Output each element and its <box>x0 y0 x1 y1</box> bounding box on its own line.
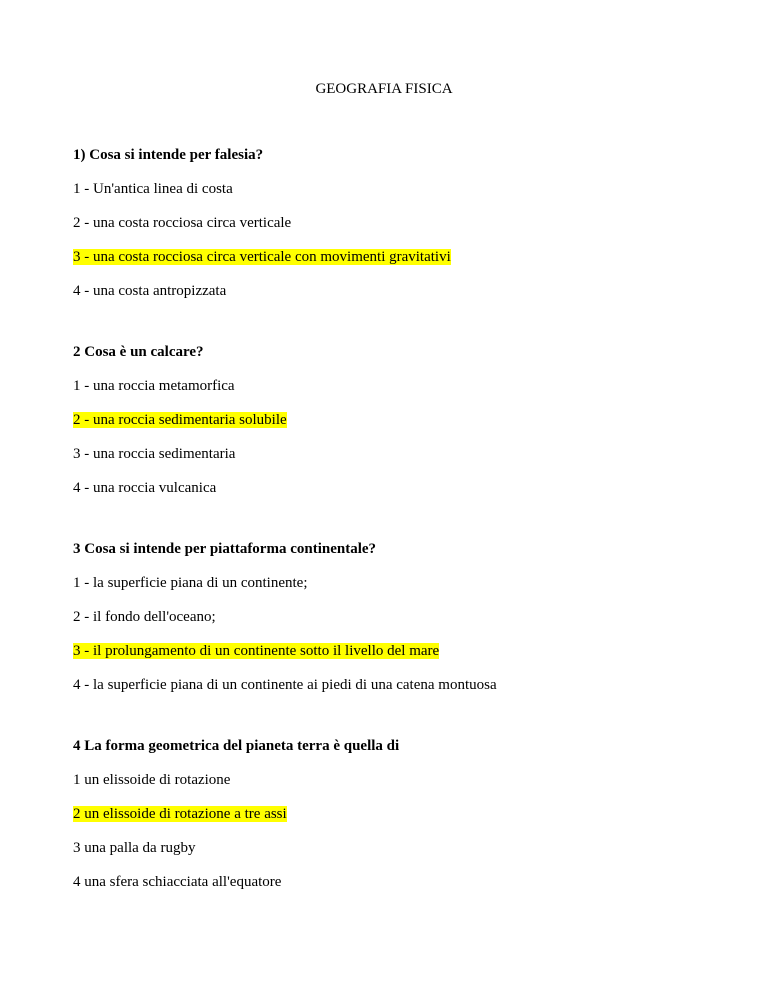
answer-2-2-correct <box>73 411 287 429</box>
question-2: 2 Cosa è un calcare? <box>73 344 204 360</box>
answer-text: 2 - una costa rocciosa circa verticale <box>73 215 292 231</box>
answer-2-3 <box>73 445 235 463</box>
answer-text: 4 - una roccia vulcanica <box>73 480 217 496</box>
answer-4-2-correct <box>73 805 287 823</box>
answer-text-highlighted: 2 - una roccia sedimentaria solubile <box>73 412 287 428</box>
answer-text-highlighted: 2 un elissoide di rotazione a tre assi <box>73 806 287 822</box>
answer-1-2 <box>73 214 291 232</box>
answer-text-highlighted: 3 - una costa rocciosa circa verticale con movimenti gravitativi <box>73 249 451 265</box>
answer-text: 1 un elissoide di rotazione <box>73 772 231 788</box>
answer-text: 2 - il fondo dell'oceano; <box>73 609 216 625</box>
answer-1-4 <box>73 282 226 300</box>
answer-3-3-correct <box>73 642 439 660</box>
answer-1-1 <box>73 180 233 198</box>
document-title: GEOGRAFIA FISICA <box>315 81 453 97</box>
answer-3-1 <box>73 574 308 592</box>
answer-text: 4 - la superficie piana di un continente ai piedi di una catena montuosa <box>73 677 497 693</box>
question-3: 3 Cosa si intende per piattaforma continentale? <box>73 541 377 557</box>
answer-3-2 <box>73 608 216 626</box>
answer-text: 1 - una roccia metamorfica <box>73 378 235 394</box>
answer-text: 1 - la superficie piana di un continente; <box>73 575 308 591</box>
answer-text: 1 - Un'antica linea di costa <box>73 181 233 197</box>
answer-text: 3 una palla da rugby <box>73 840 196 856</box>
answer-text: 4 una sfera schiacciata all'equatore <box>73 874 282 890</box>
answer-text: 3 - una roccia sedimentaria <box>73 446 236 462</box>
answer-2-1 <box>73 377 235 395</box>
answer-4-1 <box>73 771 230 789</box>
answer-2-4 <box>73 479 216 497</box>
answer-text-highlighted: 3 - il prolungamento di un continente sotto il livello del mare <box>73 643 440 659</box>
answer-3-4 <box>73 676 497 694</box>
answer-text: 4 - una costa antropizzata <box>73 283 227 299</box>
answer-4-3 <box>73 839 195 857</box>
question-1: 1) Cosa si intende per falesia? <box>73 147 264 163</box>
answer-4-4 <box>73 873 281 891</box>
question-4: 4 La forma geometrica del pianeta terra è quella di <box>73 738 400 754</box>
answer-1-3-correct <box>73 248 451 266</box>
